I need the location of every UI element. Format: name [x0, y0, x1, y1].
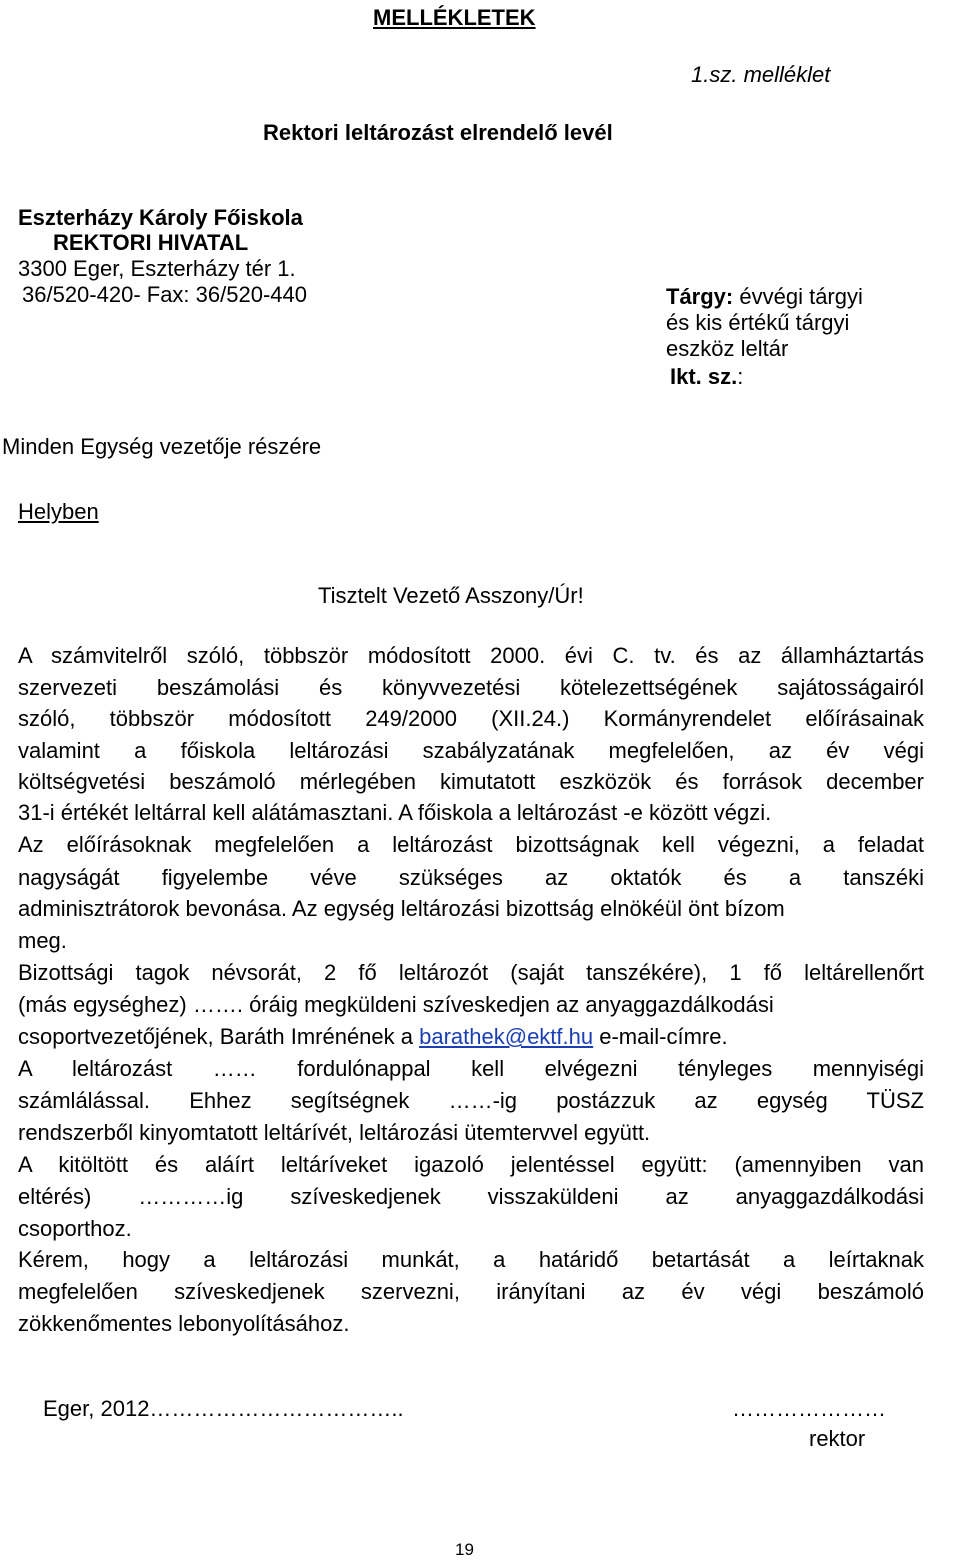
body-line: A számvitelről szóló, többször módosított 2000. évi C. tv. és az államháztartás [18, 643, 924, 668]
signer-title: rektor [809, 1426, 866, 1451]
body-line: szóló, többször módosított 249/2000 (XII.24.) Kormányrendelet előírásainak [18, 706, 924, 731]
recipient: Minden Egység vezetője részére [2, 434, 322, 459]
page-title: MELLÉKLETEK [373, 5, 536, 30]
letter-title: Rektori leltározást elrendelő levél [263, 120, 613, 145]
body-line: meg. [18, 928, 67, 953]
body-line: rendszerből kinyomtatott leltárívét, leltározási ütemtervvel együtt. [18, 1120, 651, 1145]
signature-line: ………………… [732, 1396, 886, 1421]
body-line: zökkenőmentes lebonyolításához. [18, 1311, 350, 1336]
place-date: Eger, 2012…………………………….. [43, 1396, 404, 1421]
email-line [18, 1024, 728, 1049]
body-line: Kérem, hogy a leltározási munkát, a határidő betartását a leírtaknak [18, 1247, 924, 1272]
reference-number [670, 364, 743, 389]
body-line: A leltározást …… fordulónappal kell elvégezni tényleges mennyiségi [18, 1056, 924, 1081]
subject-label: Tárgy: [666, 284, 734, 309]
subject-text-2: és kis értékű tárgyi [666, 310, 850, 335]
body-line: valamint a főiskola leltározási szabályzatának megfelelően, az év végi [18, 738, 924, 763]
body-line: (más egységhez) ……. óráig megküldeni szíveskedjen az anyaggazdálkodási [18, 992, 774, 1017]
body-line: csoporthoz. [18, 1216, 132, 1241]
salutation: Tisztelt Vezető Asszony/Úr! [318, 583, 584, 608]
email-line-after: e-mail-címre. [593, 1024, 728, 1049]
reference-colon: : [737, 364, 744, 389]
body-line: megfelelően szíveskedjenek szervezni, irányítani az év végi beszámoló [18, 1279, 924, 1304]
sender-phone-fax: 36/520-420- Fax: 36/520-440 [22, 282, 307, 307]
email-link[interactable]: barathek@ektf.hu [419, 1024, 594, 1049]
body-line: eltérés) …………ig szíveskedjenek visszaküldeni az anyaggazdálkodási [18, 1184, 924, 1209]
body-line: nagyságát figyelembe véve szükséges az oktatók és a tanszéki [18, 865, 924, 890]
body-line: költségvetési beszámoló mérlegében kimutatott eszközök és források december [18, 769, 924, 794]
reference-label: Ikt. sz. [670, 364, 738, 389]
body-line: A kitöltött és aláírt leltáríveket igazoló jelentéssel együtt: (amennyiben van [18, 1152, 924, 1177]
body-line: adminisztrátorok bevonása. Az egység leltározási bizottság elnökéül önt bízom [18, 896, 785, 921]
body-line: Bizottsági tagok névsorát, 2 fő leltározót (saját tanszékére), 1 fő leltárellenőrt [18, 960, 924, 985]
sender-institution: Eszterházy Károly Főiskola [18, 205, 303, 230]
body-line: Az előírásoknak megfelelően a leltározást bizottságnak kell végezni, a feladat [18, 832, 924, 857]
page-number: 19 [455, 1540, 474, 1559]
body-line: 31-i értékét leltárral kell alátámasztani. A főiskola a leltározást -e között végzi. [18, 800, 772, 825]
annex-number: 1.sz. melléklet [691, 62, 831, 87]
body-line: számlálással. Ehhez segítségnek ……-ig postázzuk az egység TÜSZ [18, 1088, 924, 1113]
subject-line [666, 284, 863, 309]
recipient-place: Helyben [18, 499, 99, 524]
body-line: szervezeti beszámolási és könyvvezetési kötelezettségének sajátosságairól [18, 675, 924, 700]
subject-text-1: évvégi tárgyi [739, 284, 863, 309]
email-line-before: csoportvezetőjének, Baráth Imrénének a [18, 1024, 420, 1049]
sender-office: REKTORI HIVATAL [53, 230, 249, 255]
subject-text-3: eszköz leltár [666, 336, 789, 361]
sender-address: 3300 Eger, Eszterházy tér 1. [18, 256, 296, 281]
